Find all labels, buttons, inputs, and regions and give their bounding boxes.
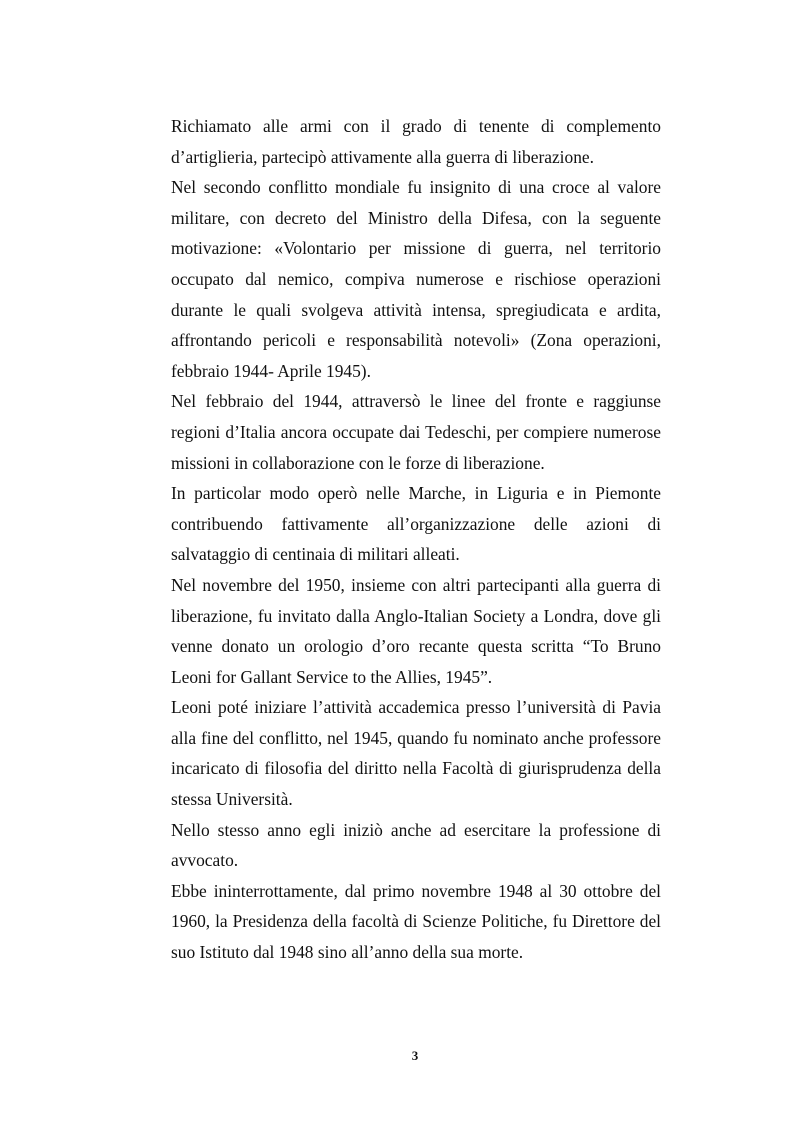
page-number: 3: [411, 1048, 419, 1063]
paragraph-lawyer-profession: Nello stesso anno egli iniziò anche ad esercitare la professione di avvocato.: [171, 819, 661, 871]
paragraph-november-1950: Nel novembre del 1950, insieme con altri partecipanti alla guerra di liberazione, fu invitato dalla Anglo-Italian Society a Londra, dove gli venne donato un orologio d’oro recante questa scritta “To Bruno Leoni for Gallant Service to the Allies, 1945”.: [171, 574, 661, 687]
paragraph-february-1944: Nel febbraio del 1944, attraversò le linee del fronte e raggiunse regioni d’Italia ancora occupate dai Tedeschi, per compiere numerose missioni in collaborazione con le forze di liberazione.: [171, 391, 661, 473]
paragraph-recall-to-arms: Richiamato alle armi con il grado di tenente di complemento d’artiglieria, partecipò attivamente alla guerra di liberazione.: [171, 116, 661, 167]
paragraph-faculty-presidency: Ebbe ininterrottamente, dal primo novembre 1948 al 30 ottobre del 1960, la Presidenza della facoltà di Scienze Politiche, fu Direttore del suo Istituto dal 1948 sino all’anno della sua morte.: [171, 880, 661, 963]
body-text: [171, 111, 661, 968]
paragraph-academic-activity: Leoni poté iniziare l’attività accademica presso l’università di Pavia alla fine del conflitto, nel 1945, quando fu nominato anche professore incaricato di filosofia del diritto nella Facoltà di giurisprudenza della stessa Università.: [171, 697, 661, 810]
paragraph-marche-liguria-piemonte: In particolar modo operò nelle Marche, in Liguria e in Piemonte contribuendo fattivamente all’organizzazione delle azioni di salvataggio di centinaia di militari alleati.: [171, 483, 661, 565]
paragraph-military-cross: Nel secondo conflitto mondiale fu insignito di una croce al valore militare, con decreto del Ministro della Difesa, con la seguente motivazione: «Volontario per missione di guerra, nel territorio occupato dal nemico, compiva numerose e rischiose operazioni durante le quali svolgeva attività intensa, spregiudicata e ardita, affrontando pericoli e responsabilità notevoli» (Zona operazioni, febbraio 1944- Aprile 1945).: [171, 177, 661, 381]
